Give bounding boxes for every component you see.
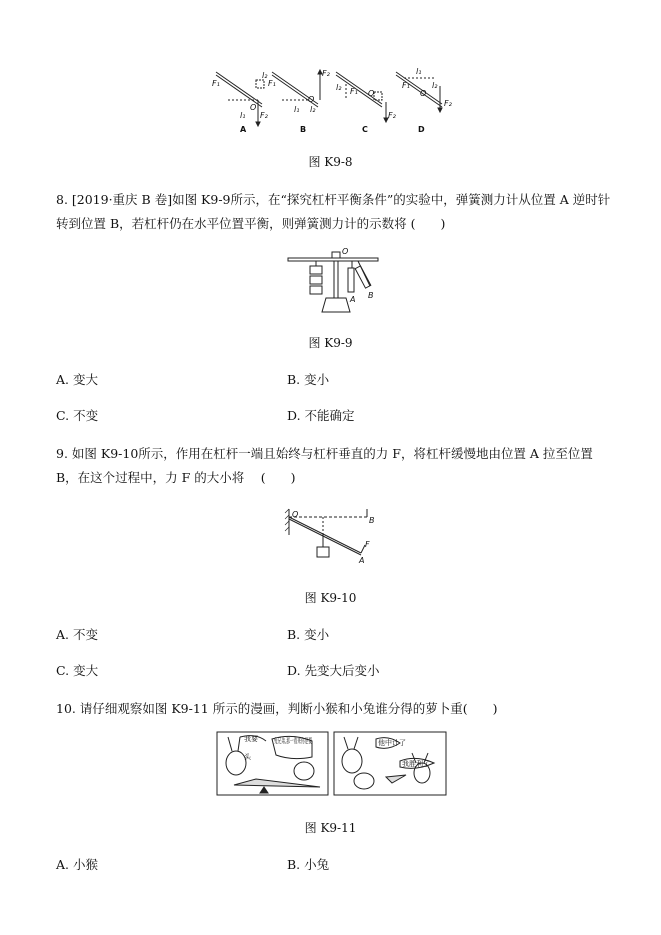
svg-text:我胜利了: 我胜利了: [402, 760, 430, 768]
lever-panel-b: [272, 70, 322, 107]
svg-text:A: A: [350, 295, 356, 304]
panel-label-c: C: [362, 125, 368, 134]
svg-text:B: B: [368, 291, 374, 300]
q9-option-c[interactable]: C. 变大: [56, 663, 99, 678]
svg-text:O: O: [342, 247, 349, 256]
caption-k9-11: 图 K9-11: [304, 821, 357, 835]
q10-option-b[interactable]: B. 小兔: [287, 857, 330, 872]
question-8-text: 8. [2019·重庆 B 卷]如图 K9-9所示，在“探究杠杆平衡条件”的实验中，弹簧测力计从位置 A 逆时针转到位置 B，若杠杆仍在水平位置平衡，则弹簧测力计的示数将 ( ): [56, 192, 611, 231]
svg-text:我要: 我要: [244, 735, 258, 743]
panel-label-a: A: [240, 125, 247, 134]
caption-k9-10: 图 K9-10: [304, 591, 357, 605]
svg-text:头: 头: [244, 753, 251, 761]
svg-text:l₂: l₂: [310, 105, 316, 114]
q8-option-b[interactable]: B. 变小: [287, 372, 330, 387]
svg-text:F₂: F₂: [444, 99, 452, 108]
svg-text:l₁: l₁: [240, 111, 246, 120]
svg-text:O: O: [292, 510, 299, 519]
caption-k9-8: 图 K9-8: [308, 155, 353, 169]
svg-text:l₂: l₂: [336, 83, 342, 92]
q8-option-c[interactable]: C. 不变: [56, 408, 99, 423]
svg-text:F₁: F₁: [268, 79, 276, 88]
svg-text:l₂: l₂: [262, 71, 268, 80]
svg-text:F₂: F₂: [388, 111, 396, 120]
svg-text:F₂: F₂: [322, 69, 330, 78]
question-9-text: 9. 如图 K9-10所示，作用在杠杆一端且始终与杠杆垂直的力 F，将杠杆缓慢地由位置 A 拉至位置 B，在这个过程中，力 F 的大小将 ( ): [56, 446, 593, 485]
svg-text:F₁: F₁: [350, 87, 358, 96]
q8-option-d[interactable]: D. 不能确定: [287, 408, 355, 423]
svg-text:F: F: [365, 540, 370, 549]
svg-text:l₁: l₁: [416, 67, 422, 76]
svg-text:O: O: [368, 89, 375, 98]
q9-option-a[interactable]: A. 不变: [56, 627, 98, 642]
svg-text:l₁: l₁: [294, 105, 300, 114]
svg-text:l₂: l₂: [432, 81, 438, 90]
question-10-text: 10. 请仔细观察如图 K9-11 所示的漫画，判断小猴和小兔谁分得的萝卜重( ): [56, 701, 498, 716]
q8-option-a[interactable]: A. 变大: [56, 372, 98, 387]
svg-text:O: O: [420, 89, 427, 98]
panel-label-d: D: [418, 125, 425, 134]
q10-option-a[interactable]: A. 小猴: [56, 857, 98, 872]
figure-k9-8: [210, 66, 460, 136]
svg-text:他中计了: 他中计了: [378, 739, 406, 747]
figure-k9-11-comic: [216, 731, 448, 797]
lever-panel-c: [336, 72, 388, 122]
svg-text:O: O: [308, 95, 315, 104]
svg-text:A: A: [359, 556, 365, 565]
svg-text:F₁: F₁: [212, 79, 220, 88]
caption-k9-9: 图 K9-9: [308, 336, 353, 350]
svg-text:O: O: [250, 103, 257, 112]
svg-text:B: B: [369, 516, 375, 525]
svg-text:兔兄弟,那一看来你是要: 兔兄弟,那一看来你是要: [274, 737, 347, 745]
q9-option-b[interactable]: B. 变小: [287, 627, 330, 642]
panel-label-b: B: [300, 125, 307, 134]
lever-panel-d: [396, 72, 442, 112]
figure-k9-10: [283, 507, 379, 567]
q9-option-d[interactable]: D. 先变大后变小: [287, 663, 380, 678]
svg-text:F₁: F₁: [402, 81, 410, 90]
svg-text:F₂: F₂: [260, 111, 268, 120]
figure-k9-9: [286, 246, 381, 316]
